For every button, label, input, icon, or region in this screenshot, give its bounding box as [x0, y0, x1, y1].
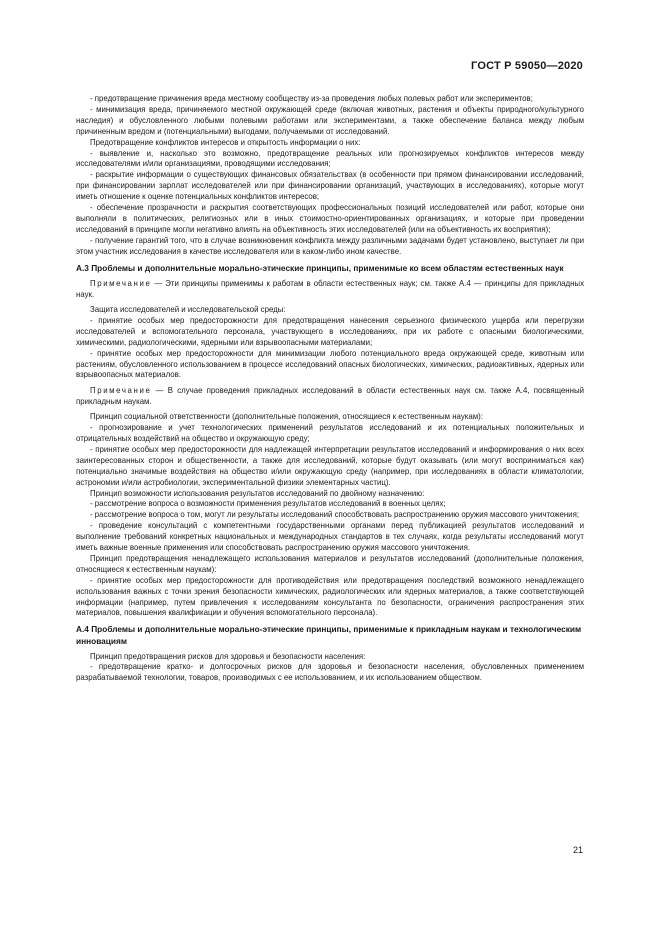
paragraph: - рассмотрение вопроса о возможности применения результатов исследований в военных целях; — [90, 499, 446, 509]
section-heading-a3: А.3 Проблемы и дополнительные морально-этические принципы, применимые ко всем областям естественных наук — [76, 262, 564, 273]
paragraph: Принцип предотвращения рисков для здоровья и безопасности населения: — [90, 651, 366, 661]
paragraph: - раскрытие информации о существующих финансовых обязательствах (в особенности при прямом финансировании исследований, при финансировании зарплат исследователей или при финансировании организаций, участвующих в исследованиях), которые могут иметь отношение к оценке потенциальных конфликтов интересов; — [76, 170, 584, 202]
paragraph: - принятие особых мер предосторожности для надлежащей интерпретации результатов исследований и информирования о них всех заинтересованных сторон и общественности, а также для исследований, которые будут оказывать (или могут восприниматься как) потенциально значимые воздействия на общество и/или окружающую среду (например, при исследованиях в области климатологии, астрономии и/или астробиологии, экспериментальной физики элементарных частиц). — [76, 444, 584, 487]
note-text: — Эти принципы применимы к работам в области естественных наук; см. также А.4 — принципы для прикладных наук. — [76, 279, 584, 300]
note-label: Примечание — [90, 279, 152, 289]
paragraph: - рассмотрение вопроса о том, могут ли результаты исследований способствовать распространению оружия массового уничтожения; — [90, 510, 579, 520]
paragraph: Принцип предотвращения ненадлежащего использования материалов и результатов исследований (дополнительные положения, относящиеся к естественным наукам): — [76, 553, 584, 574]
paragraph: - проведение консультаций с компетентными государственными органами перед публикацией результатов исследований и выполнение требований конкретных национальных и международных стандартов в тех случаях, когда результаты исследований могут иметь важные военные применения или способствовать распространению оружия массового уничтожения. — [76, 521, 584, 553]
paragraph: - принятие особых мер предосторожности для предотвращения нанесения серьезного физического ущерба или перегрузки исследователей и вспомогательного персонала, участвующего в исследованиях, при их работе с опасными биологическими, химическими, радиологическими, ядерными или взрывоопасными материалами; — [76, 315, 584, 347]
paragraph: - обеспечение прозрачности и раскрытия соответствующих профессиональных позиций исследователей или работ, которые они выполняли в политических, религиозных или в иных стоимостно-ориентированных организациях, и которые при проведении исследований в принципе могли негативно влиять на объективность этих исследователей (или на объективность их восприятия); — [76, 203, 584, 234]
note-text: — В случае проведения прикладных исследований в области естественных наук см. также А.4, посвященный прикладным наукам. — [76, 386, 584, 407]
note-label: Примечание — [90, 386, 152, 396]
paragraph: - предотвращение кратко- и долгосрочных рисков для здоровья и безопасности населения, обусловленных применением разрабатываемой технологии, товаров, производимых с ее использованием, и их использованием обществом. — [76, 662, 584, 683]
paragraph: Защита исследователей и исследовательской среды: — [90, 305, 286, 314]
note — [76, 386, 584, 408]
paragraph: Принцип возможности использования результатов исследований по двойному назначению: — [90, 488, 425, 498]
paragraph: Принцип социальной ответственности (дополнительные положения, относящиеся к естественным наукам): — [90, 412, 483, 422]
paragraph: - прогнозирование и учет технологических применений результатов исследований и их потенциальных положительных и отрицательных воздействий на общество и окружающую среду; — [76, 423, 584, 443]
paragraph: - получение гарантий того, что в случае возникновения конфликта между различными задачами будет установлено, выступает ли при этом участник исследования в качестве исследователя или в каком-либо ином качестве. — [76, 235, 584, 256]
paragraph: - принятие особых мер предосторожности для минимизации любого потенциального вреда окружающей среде, животным или растениям, обусловленного использованием в процессе исследований опасных биологических, химических, радиоактивных, ядерных или взрывоопасных материалов. — [76, 348, 584, 380]
page-number: 21 — [572, 845, 583, 855]
paragraph: Предотвращение конфликтов интересов и открытость информации о них: — [90, 137, 361, 147]
paragraph: - минимизация вреда, причиняемого местной окружающей среде (включая животных, растения и объекты природного/культурного наследия) и обусловленного любыми полевыми работами или экспериментами, а также обеспечение баланса между любым причиненным вредом и (потенциальными) выгодами, получаемыми от исследований. — [76, 104, 584, 136]
paragraph: - выявление и, насколько это возможно, предотвращение реальных или прогнозируемых конфликтов интересов между исследователями и/или организациями, проводящими исследования; — [76, 148, 584, 169]
document-code: ГОСТ Р 59050—2020 — [471, 60, 583, 72]
paragraph: - предотвращение причинения вреда местному сообществу из-за проведения любых полевых работ или экспериментов; — [90, 94, 533, 103]
note — [76, 279, 584, 301]
paragraph: - принятие особых мер предосторожности для противодействия или предотвращения последствий возможного ненадлежащего использования важных с точки зрения безопасности химических, радиологических или ядерных материалов, а также соответствующей информации (например, путем привлечения к исследованиям консультанта по безопасности, ограничения распространения этих материалов, повышения квалификации и обучения вспомогательного персонала). — [76, 575, 584, 618]
section-heading-a4: А.4 Проблемы и дополнительные морально-этические принципы, применимые к прикладным наукам и технологическим инновациям — [76, 624, 582, 646]
document-body — [76, 94, 584, 684]
